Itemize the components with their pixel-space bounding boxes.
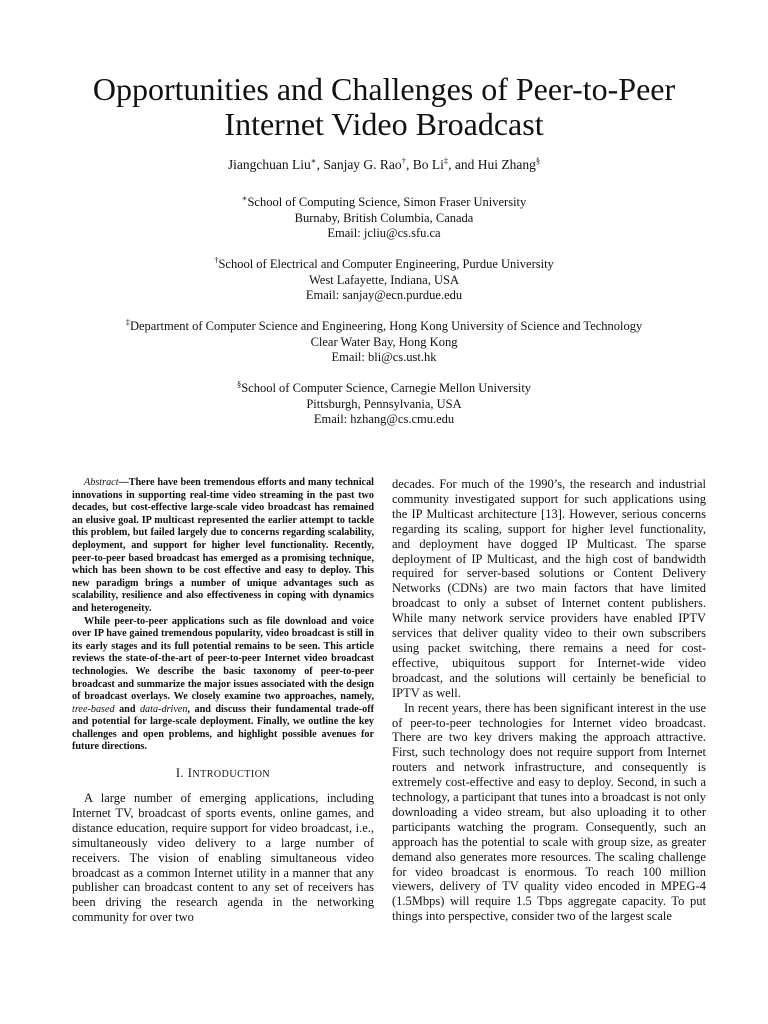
body-paragraph: In recent years, there has been significant interest in the use of peer-to-peer technologies for Internet video broadcast. There are two key drivers making the approach attractive. First, such technology does not require support from Internet routers and network infrastructure, and consequently is extremely cost-effective and easy to deploy. Second, in such a technology, a participant that tunes into a broadcast is not only downloading a video stream, but also uploading it to other participants watching the program. Consequently, such an approach has the potential to scale with group size, as greater demand also generates more resources. The scaling challenge for video broadcast is enormous. To reach 100 million viewers, delivery of TV quality video encoded in MPEG-4 (1.5Mbps) will require 1.5 Tbps aggregate capacity. To put things into perspective, consider two of the largest scale <box>392 700 706 924</box>
section-title: NTRODUCTION <box>192 769 271 781</box>
intro-paragraph: A large number of emerging applications, including Internet TV, broadcast of sports events, online games, and distance education, require support for video broadcast, i.e., simultaneously video delivery to a large number of receivers. The vision of enabling simultaneous video broadcast as a common Internet utility in a manner that any publisher can broadcast content to any set of receivers has been driving the research agenda in the networking community for over two <box>72 790 374 925</box>
affiliation-location: Clear Water Bay, Hong Kong <box>310 334 458 349</box>
abstract-dash: — <box>118 477 129 488</box>
affiliation-location: Burnaby, British Columbia, Canada <box>294 210 474 225</box>
author-separator: , and <box>448 157 478 172</box>
affiliation-block <box>40 192 728 242</box>
author-separator: , <box>405 157 413 172</box>
author-name: Sanjay G. Rao <box>323 157 402 172</box>
affiliation-email: Email: sanjay@ecn.purdue.edu <box>305 288 463 302</box>
affiliation-block <box>40 254 728 304</box>
author-name: Jiangchuan Liu <box>227 157 311 172</box>
section-heading <box>72 766 374 783</box>
left-column <box>72 477 374 925</box>
abstract-label: Abstract <box>84 477 119 488</box>
affiliation-email: Email: bli@cs.ust.hk <box>331 350 437 364</box>
title-line-1: Opportunities and Challenges of Peer-to-Peer <box>92 71 676 107</box>
author-mark: † <box>401 155 406 166</box>
affiliation-mark: ‡ <box>125 316 130 327</box>
right-column <box>392 477 706 924</box>
abstract-text: While peer-to-peer applications such as file download and voice over IP have gained tremendous popularity, video broadcast is still in its early stages and its full potential remains to be seen. This article reviews the state-of-the-art of peer-to-peer Internet video broadcast technologies. We describe the basic taxonomy of peer-to-peer broadcast and summarize the major issues associated with the design of broadcast overlays. We closely examine two approaches, namely, <box>72 615 374 703</box>
author-separator: , <box>316 157 324 172</box>
author-name: Hui Zhang <box>477 157 536 172</box>
affiliation-mark: † <box>214 254 219 265</box>
affiliation-block <box>40 378 728 428</box>
abstract-text: , and discuss their fundamental trade-off and potential for large-scale deployment. Finally, we outline the key challenges and open problems, and highlight possible avenues for future directions. <box>72 703 374 753</box>
author-mark: ∗ <box>310 155 317 166</box>
affiliation-line: School of Computer Science, Carnegie Mellon University <box>241 381 532 395</box>
paper-title <box>40 72 728 142</box>
affiliation-mark: ∗ <box>241 192 248 203</box>
body-paragraph: decades. For much of the 1990’s, the research and industrial community investigated support for such applications using the IP Multicast architecture [13]. However, serious concerns regarding its scaling, support for higher level functionality, and deployment have dogged IP Multicast. The sparse deployment of IP Multicast, and the high cost of bandwidth required for server-based solutions or Content Delivery Networks (CDNs) are two main factors that have limited broadcast to only a subset of Internet content publishers. While many network service providers have enabled IPTV services that deliver quality video to their own subscribers using packet switching, there remains a need for cost-effective, ubiquitous support for Internet-wide video broadcast, and the solutions will certainly be beneficial to IPTV as well. <box>392 477 706 700</box>
affiliation-location: Pittsburgh, Pennsylvania, USA <box>306 396 462 411</box>
abstract-emphasis: data-driven <box>139 703 188 715</box>
affiliation-line: School of Computing Science, Simon Fraser University <box>247 195 527 209</box>
affiliation-email: Email: jcliu@cs.sfu.ca <box>327 226 441 240</box>
abstract-emphasis: tree-based <box>72 703 115 715</box>
abstract-paragraph-1 <box>72 477 374 616</box>
author-list <box>40 157 728 173</box>
author-mark: ‡ <box>443 155 449 166</box>
abstract-text: There have been tremendous efforts and many technical innovations in supporting real-time video streaming in the past two decades, but cost-effective large-scale video broadcast has remained an elusive goal. IP multicast represented the earlier attempt to tackle this problem, but failed largely due to concerns regarding scalability, deployment, and support for higher level functionality. Recently, peer-to-peer based broadcast has emerged as a promising technique, which has been shown to be cost effective and easy to deploy. This new paradigm brings a number of unique advantages such as scalability, resilience and also effectiveness in coping with dynamics and heterogeneity. <box>72 477 374 614</box>
affiliation-block <box>40 316 728 366</box>
affiliation-line: School of Electrical and Computer Engineering, Purdue University <box>218 257 554 271</box>
abstract-text: and <box>114 703 140 715</box>
affiliation-mark: § <box>236 378 242 389</box>
affiliation-email: Email: hzhang@cs.cmu.edu <box>313 412 455 426</box>
author-name: Bo Li <box>412 157 444 172</box>
author-mark: § <box>535 155 541 166</box>
affiliation-line: Department of Computer Science and Engineering, Hong Kong University of Science and Technology <box>129 319 643 333</box>
abstract-paragraph-2 <box>72 616 374 755</box>
abstract <box>72 477 374 754</box>
affiliation-location: West Lafayette, Indiana, USA <box>309 272 459 287</box>
title-line-2: Internet Video Broadcast <box>224 106 544 142</box>
section-numeral: I. I <box>175 766 193 781</box>
